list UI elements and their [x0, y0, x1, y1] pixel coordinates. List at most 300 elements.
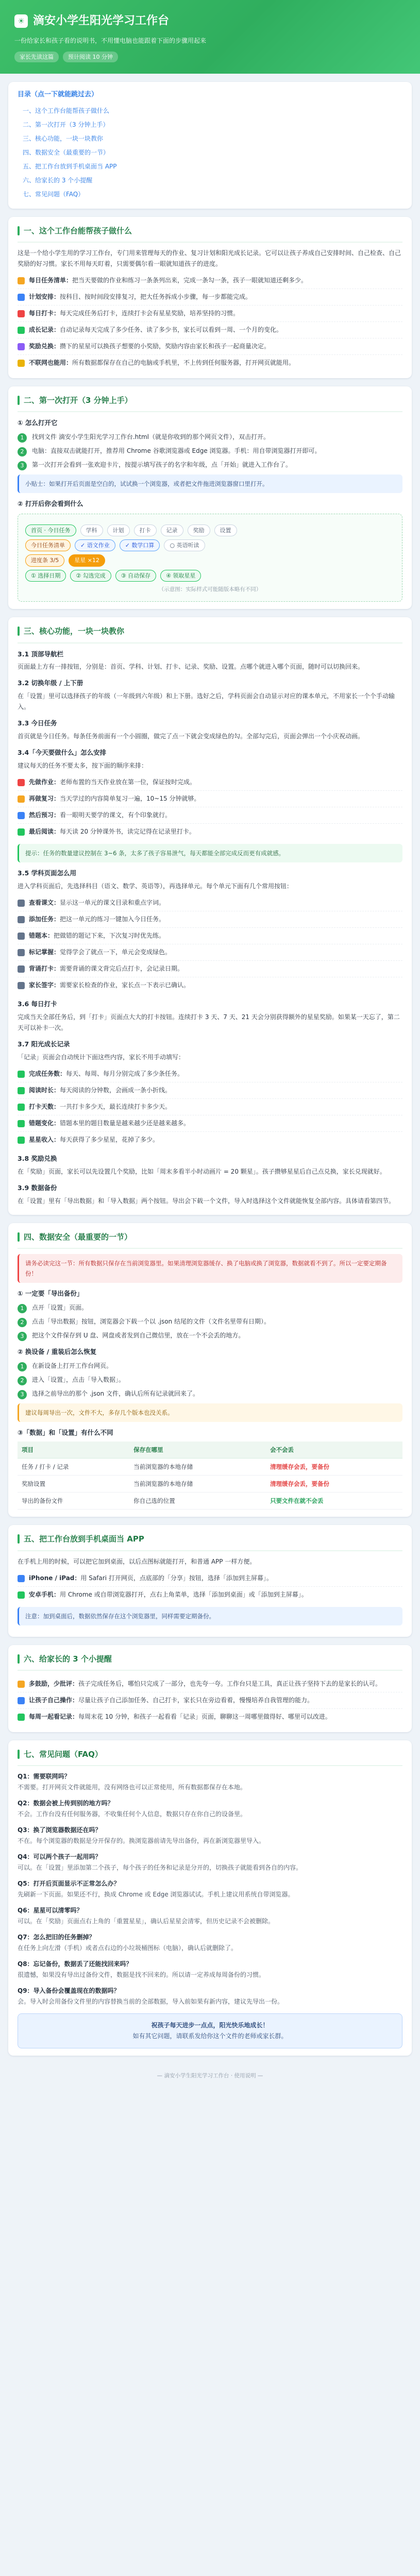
subsection-title: ③「数据」和「设置」有什么不同: [18, 1428, 113, 1436]
tip-note: 注意：加到桌面后，数据依然保存在这个浏览器里，同样需要定期备份。: [18, 1607, 402, 1625]
item-label: iPhone / iPad：: [29, 1574, 81, 1582]
item-desc: 孩子完成任务后，哪怕只完成了一部分，也先夸一夸。工作台只是工具，真正让孩子坚持下去的是家长的认可。: [78, 1680, 382, 1687]
section-title: 五、把工作台放到手机桌面当 APP: [24, 1534, 144, 1544]
step-item: [18, 1361, 402, 1371]
hero-banner: [0, 0, 420, 74]
item-desc: 每天阅读的分钟数，会画成一条小折线。: [60, 1086, 172, 1094]
subject-button-item: [18, 944, 402, 961]
chart-icon: [18, 1714, 25, 1721]
item-text: [29, 1085, 171, 1096]
book-icon: [18, 828, 25, 836]
subsection-title: 3.2 切换年级 / 上下册: [18, 679, 83, 687]
step-item: [18, 1302, 402, 1313]
faq-answer: 可以。在「奖励」页面点右上角的「重置星星」，确认后星星会清零，但历史记录不会被删除。: [18, 1918, 275, 1925]
section-title: 二、第一次打开（3 分钟上手）: [24, 395, 132, 405]
step-text: 进入「设置」，点击「导入数据」。: [32, 1376, 125, 1383]
faq-question: Q8：忘记备份，数据丢了还能找回来吗？: [18, 1960, 132, 1968]
hand-icon: [18, 1697, 25, 1704]
order-desc: 老师布置的当天作业放在第一位，保证按时完成。: [60, 778, 196, 786]
item-desc: 一共打卡多少天，最长连续打卡多少天。: [60, 1103, 172, 1110]
diagram-chip: 打卡: [134, 524, 157, 536]
item-text: [29, 1711, 331, 1722]
subsection-title: ② 打开后你会看到什么: [18, 500, 83, 507]
bullet-icon: [18, 1120, 25, 1127]
record-item: [18, 1066, 402, 1082]
order-list: [18, 774, 402, 840]
step-number: 2: [18, 1376, 27, 1385]
faq-question: Q4：可以两个孩子一起用吗？: [18, 1853, 102, 1861]
feature-item: [18, 289, 402, 306]
hero-tag: 家长先读这篇: [14, 52, 59, 62]
toc-card: [8, 82, 412, 209]
subsection-title: ① 怎么打开它: [18, 419, 58, 427]
feature-text: [29, 325, 282, 335]
faq-item: [18, 1932, 402, 1954]
toc-link[interactable]: 四、数据安全（最重要的一节）: [23, 148, 110, 156]
step-number: 3: [18, 1332, 27, 1341]
device-list: [18, 1570, 402, 1603]
step-number: 1: [18, 1362, 27, 1371]
item-label: 家长签字：: [29, 981, 60, 989]
item-text: [29, 1069, 183, 1079]
tip-note: 建议每周导出一次，文件不大，多存几个版本也没关系。: [18, 1403, 402, 1422]
tip-note: 提示：任务的数量建议控制在 3~6 条，太多了孩子容易泄气，每天都能全部完成反而更有成就感。: [18, 844, 402, 862]
toc-link[interactable]: 二、第一次打开（3 分钟上手）: [23, 121, 109, 128]
diagram-chip: 学科: [80, 524, 103, 536]
item-text: [29, 1679, 381, 1689]
table-cell: 你自己选的位置: [129, 1493, 266, 1510]
bullet-icon: [18, 1087, 25, 1094]
section-accent-bar: [18, 1232, 20, 1242]
feature-desc: 把当天要做的作业和练习一条条列出来，完成一条勾一条，孩子一眼就知道还剩多少。: [72, 276, 308, 284]
faq-answer: 在任务上向左滑（手机）或者点右边的小垃圾桶图标（电脑），确认后就删除了。: [18, 1944, 238, 1952]
order-text: [29, 793, 200, 804]
item-label: 打卡天数：: [29, 1103, 60, 1110]
subsection-title: 3.5 学科页面怎么用: [18, 869, 76, 877]
table-cell: 任务 / 打卡 / 记录: [18, 1458, 129, 1475]
feature-item: [18, 355, 402, 371]
feature-text: [29, 308, 239, 319]
subject-button-item: [18, 911, 402, 928]
bullet-icon: [18, 1137, 25, 1144]
bullet-icon: [18, 900, 25, 907]
item-desc: 用 Chrome 或自带浏览器打开，点右上角菜单，选择「添加到桌面」或「添加到主屏幕」。: [60, 1590, 308, 1598]
subsection-title: 3.8 奖励兑换: [18, 1154, 57, 1162]
item-desc: 需要背诵的课文背完后点打卡，会记录日期。: [60, 965, 184, 972]
item-text: [29, 1573, 273, 1584]
section-header: [18, 624, 402, 643]
step-item: [18, 1316, 402, 1327]
diagram-chip: ✓ 语文作业: [75, 539, 115, 551]
bullet-icon: [18, 916, 25, 923]
parent-tip-item: [18, 1676, 402, 1692]
toc-list: [18, 104, 402, 201]
section-title: 七、常见问题（FAQ）: [24, 1749, 103, 1759]
section-7: [8, 1740, 412, 2056]
table-header: 会不会丢: [266, 1442, 402, 1459]
section-6: [8, 1645, 412, 1732]
diagram-chip: 进度条 3/5: [25, 554, 64, 566]
section-4: [8, 1223, 412, 1517]
table-cell: 当前浏览器的本地存储: [129, 1458, 266, 1475]
feature-desc: 每天完成任务后打卡，连续打卡会有星星奖励，培养坚持的习惯。: [60, 309, 240, 317]
section-header: [18, 1748, 402, 1766]
faq-answer: 不需要。打开网页文件就能用，没有网络也可以正常使用，所有数据都保存在本地。: [18, 1784, 247, 1791]
order-item: [18, 807, 402, 824]
faq-answer: 不在。每个浏览器的数据是分开保存的。换浏览器前请先导出备份，再在新浏览器里导入。: [18, 1837, 265, 1845]
page-title: 滴安小学生阳光学习工作台: [33, 14, 170, 27]
step-number: 3: [18, 461, 27, 470]
closing-sub: 如有其它问题，请联系发给你这个文件的老师或家长群。: [132, 2032, 288, 2040]
section-3: [8, 617, 412, 1214]
diagram-chip: 奖励: [188, 524, 210, 536]
paragraph: 在「设置」里可以选择孩子的年级（一年级到六年级）和上下册。选好之后，学科页面会自动显示对应的课本单元，不用家长一个个手动输入。: [18, 692, 395, 711]
feature-list: [18, 273, 402, 371]
faq-item: [18, 1986, 402, 2007]
item-text: [29, 1101, 171, 1112]
faq-question: Q3：换了浏览器数据还在吗？: [18, 1826, 102, 1834]
section-header: [18, 1230, 402, 1249]
section-1: [8, 217, 412, 378]
step-text: 点开「设置」页面。: [32, 1303, 88, 1311]
feature-item: [18, 273, 402, 289]
item-label: 添加任务：: [29, 916, 60, 923]
hero-title-row: [14, 11, 406, 31]
table-header-row: [18, 1442, 402, 1459]
item-label: 安卓手机：: [29, 1590, 60, 1598]
diagram-chip: 记录: [161, 524, 183, 536]
faq-question: Q2：数据会被上传到别的地方吗？: [18, 1800, 114, 1807]
table-cell: 只要文件在就不会丢: [266, 1493, 402, 1510]
subject-button-item: [18, 895, 402, 911]
item-desc: 用 Safari 打开网页，点底部的「分享」按钮，选择「添加到主屏幕」。: [80, 1574, 273, 1582]
subsection-title: 3.1 顶部导航栏: [18, 650, 63, 658]
feature-text: [29, 292, 251, 302]
step-number: 1: [18, 1304, 27, 1313]
feature-text: [29, 275, 307, 286]
order-item: [18, 791, 402, 807]
review-icon: [18, 795, 25, 803]
table-row: [18, 1458, 402, 1475]
diagram-row: [25, 554, 395, 566]
step-text: 第一次打开会看到一张欢迎卡片，按提示填写孩子的名字和年级，点「开始」就进入工作台了。: [32, 461, 292, 468]
order-item: [18, 774, 402, 791]
feature-label: 每日打卡：: [29, 309, 60, 317]
item-label: 查看课文：: [29, 899, 60, 906]
feature-label: 每日任务清单：: [29, 276, 73, 284]
table-cell: 当前浏览器的本地存储: [129, 1476, 266, 1493]
faq-item: [18, 1905, 402, 1927]
item-desc: 每天获得了多少星星，花掉了多少。: [60, 1136, 159, 1143]
feature-desc: 所有数据都保存在自己的电脑或手机里，不上传到任何服务器，打开网页就能用。: [72, 359, 295, 366]
bullet-icon: [18, 1071, 25, 1078]
order-text: [29, 777, 196, 788]
item-label: 让孩子自己操作：: [29, 1696, 79, 1704]
step-text: 点击「导出数据」按钮，浏览器会下载一个以 .json 结尾的文件（文件名里带有日期）。: [32, 1317, 270, 1325]
hero-tags: [14, 52, 406, 62]
diagram-chip: 设置: [214, 524, 237, 536]
item-desc: 觉得学会了就点一下，单元会变成绿色。: [60, 948, 172, 956]
table-row: [18, 1476, 402, 1493]
item-label: 每周一起看记录：: [29, 1713, 79, 1720]
order-item: [18, 824, 402, 840]
sun-icon: ☀: [14, 14, 28, 28]
bullet-icon: [18, 1104, 25, 1111]
order-label: 先做作业：: [29, 778, 60, 786]
homework-icon: [18, 779, 25, 786]
item-desc: 每周末花 10 分钟，和孩子一起看看「记录」页面，聊聊这一周哪里做得好、哪里可以改进。: [78, 1713, 331, 1720]
layout-diagram: [18, 514, 402, 602]
device-item: [18, 1570, 402, 1587]
paragraph: 建议每天的任务不要太多，按下面的顺序来排：: [18, 762, 148, 769]
apple-icon: [18, 1575, 25, 1582]
item-text: [29, 930, 165, 941]
faq-question: Q5：打开后页面显示不正常怎么办？: [18, 1880, 120, 1888]
step-item: [18, 446, 402, 456]
warning-note: 请务必读完这一节：所有数据只保存在当前浏览器里。如果清理浏览器缓存、换了电脑或换了浏览器，数据就看不到了。所以一定要定期备份！: [18, 1254, 402, 1283]
diagram-chip: ② 勾选完成: [70, 570, 111, 582]
android-icon: [18, 1591, 25, 1599]
item-text: [29, 947, 171, 958]
diagram-row: [25, 570, 395, 582]
section-intro: 这是一个给小学生用的学习工作台，专门用来管理每天的作业、复习计划和阳光成长记录。它可以让孩子养成自己安排时间、自己检查、自己奖励的好习惯。家长不用每天盯着，只需要偶尔看一眼就知道孩子的进度。: [18, 249, 401, 267]
item-label: 多鼓励，少批评：: [29, 1680, 79, 1687]
item-label: 标记掌握：: [29, 948, 60, 956]
item-desc: 尽量让孩子自己添加任务、自己打卡，家长只在旁边看着，慢慢培养自我管理的能力。: [78, 1696, 314, 1704]
item-desc: 把这一单元的练习一键加入今日任务。: [60, 916, 165, 923]
step-item: [18, 432, 402, 443]
bullet-icon: [18, 965, 25, 973]
section-title: 六、给家长的 3 个小提醒: [24, 1654, 112, 1664]
tip-note: 小贴士：如果打开后页面是空白的，试试换一个浏览器，或者把文件拖进浏览器窗口里打开。: [18, 474, 402, 493]
toc-link[interactable]: 七、常见问题（FAQ）: [23, 190, 85, 198]
section-accent-bar: [18, 396, 20, 405]
paragraph: 在手机上用的时候，可以把它加到桌面，以后点图标就能打开，和普通 APP 一样方便。: [18, 1557, 256, 1565]
offline-icon: [18, 360, 25, 367]
step-text: 在新设备上打开工作台网页。: [32, 1362, 113, 1369]
diagram-chip: 首页 · 今日任务: [25, 524, 76, 536]
item-label: 错题本：: [29, 932, 54, 939]
feature-text: [29, 358, 295, 368]
step-text: 电脑：直接双击就能打开，推荐用 Chrome 谷歌浏览器或 Edge 浏览器。手机：用自带浏览器打开即可。: [32, 447, 321, 454]
item-text: [29, 1134, 159, 1145]
paragraph: 完成当天全部任务后，到「打卡」页面点大大的打卡按钮。连续打卡 3 天、7 天、21 天会分别获得额外的星星奖励。如果某一天忘了，第二天可以补卡一次。: [18, 1013, 400, 1031]
feature-desc: 自动记录每天完成了多少任务、读了多少书，家长可以看到一周、一个月的变化。: [60, 326, 283, 333]
subject-button-item: [18, 977, 402, 993]
faq-question: Q7：怎么把旧的任务删掉？: [18, 1934, 95, 1941]
diagram-chip: ✓ 数学口算: [120, 539, 160, 551]
parent-tip-list: [18, 1676, 402, 1725]
page-footer: — 滴安小学生阳光学习工作台 · 使用说明 —: [157, 2073, 263, 2079]
item-text: [29, 914, 165, 925]
diagram-chip: ○ 英语听读: [164, 539, 205, 551]
feature-label: 计划安排：: [29, 293, 60, 300]
toc-link[interactable]: 三、核心功能，一块一块教你: [23, 134, 104, 142]
faq-item: [18, 1771, 402, 1793]
subject-button-item: [18, 961, 402, 977]
order-label: 然后预习：: [29, 811, 60, 819]
step-number: 2: [18, 1318, 27, 1327]
table-row: [18, 1493, 402, 1510]
diagram-chip: ④ 领取星星: [160, 570, 201, 582]
section-header: [18, 224, 402, 243]
step-text: 找到文件 滴安小学生阳光学习工作台.html（就是你收到的那个网页文件），双击打开。: [32, 433, 270, 440]
feature-desc: 攒下的星星可以换孩子想要的小奖励，奖励内容由家长和孩子一起商量决定。: [60, 342, 271, 350]
feature-item: [18, 306, 402, 322]
feature-label: 不联网也能用：: [29, 359, 73, 366]
parent-tip-item: [18, 1692, 402, 1709]
item-text: [29, 963, 183, 974]
item-desc: 把做错的题记下来，下次复习时优先练。: [54, 932, 165, 939]
subsection-title: 3.3 今日任务: [18, 719, 57, 727]
order-desc: 当天学过的内容简单复习一遍，10~15 分钟就够。: [60, 795, 200, 802]
feature-label: 奖励兑换：: [29, 342, 60, 350]
subject-button-list: [18, 895, 402, 993]
step-item: [18, 1388, 402, 1399]
record-list: [18, 1066, 402, 1148]
bullet-icon: [18, 949, 25, 956]
diagram-caption: （示意图：实际样式可能随版本略有不同）: [158, 586, 262, 592]
preview-icon: [18, 812, 25, 819]
section-header: [18, 394, 402, 412]
diagram-chip: ③ 自动保存: [115, 570, 156, 582]
step-number: 3: [18, 1390, 27, 1399]
section-5: [8, 1525, 412, 1636]
order-desc: 看一眼明天要学的课文，有个印象就行。: [60, 811, 172, 819]
closing-message: 祝孩子每天进步一点点，阳光快乐地成长！: [151, 2022, 269, 2029]
faq-answer: 不会。工作台没有任何服务器，不收集任何个人信息，数据只存在你自己的设备里。: [18, 1810, 247, 1818]
item-label: 阅读时长：: [29, 1086, 60, 1094]
bullet-icon: [18, 982, 25, 989]
faq-answer: 会。导入时会用备份文件里的内容替换当前的全部数据，导入前如果有新内容，建议先导出一份。: [18, 1998, 284, 2006]
section-accent-bar: [18, 1654, 20, 1664]
diagram-row: [25, 524, 395, 536]
faq-item: [18, 1798, 402, 1820]
calendar-icon: [18, 294, 25, 301]
diagram-chip: 星星 ×12: [69, 554, 105, 566]
record-item: [18, 1082, 402, 1099]
subsection-title: 3.7 阳光成长记录: [18, 1040, 70, 1048]
section-title: 四、数据安全（最重要的一节）: [24, 1232, 132, 1242]
table-cell: 奖励设置: [18, 1476, 129, 1493]
toc-link[interactable]: 六、给家长的 3 个小提醒: [23, 176, 93, 184]
order-desc: 每天读 20 分钟课外书，读完记得在记录里打卡。: [60, 828, 195, 835]
diagram-row: [25, 539, 395, 551]
paragraph: 在「奖励」页面，家长可以先设置几个奖励，比如「周末多看半小时动画片 = 20 颗星」。孩子攒够星星后自己点兑换，家长兑现就好。: [18, 1167, 386, 1175]
gift-icon: [18, 343, 25, 350]
item-text: [29, 1118, 190, 1129]
order-label: 再做复习：: [29, 795, 60, 802]
table-header: 保存在哪里: [129, 1442, 266, 1459]
target-icon: [18, 310, 25, 317]
feature-item: [18, 338, 402, 355]
section-accent-bar: [18, 226, 20, 235]
subsection-title: 3.6 每日打卡: [18, 1000, 57, 1008]
item-text: [29, 1589, 308, 1600]
faq-answer: 可以。在「设置」里添加第二个孩子，每个孩子的任务和记录是分开的，切换孩子就能看到各自的内容。: [18, 1864, 303, 1872]
paragraph: 页面最上方有一排按钮，分别是：首页、学科、计划、打卡、记录、奖励、设置。点哪个就进入哪个页面，随时可以切换回来。: [18, 663, 364, 671]
diagram-chip: 计划: [107, 524, 130, 536]
subsection-title: 3.4「今天要做什么」怎么安排: [18, 749, 107, 757]
paragraph: 进入学科页面后，先选择科目（语文、数学、英语等），再选择单元。每个单元下面有几个常用按钮：: [18, 883, 293, 890]
section-accent-bar: [18, 1534, 20, 1544]
hero-tag: 预计阅读 10 分钟: [63, 52, 118, 62]
bullet-icon: [18, 933, 25, 940]
checklist-icon: [18, 277, 25, 284]
toc-link[interactable]: 五、把工作台放到手机桌面当 APP: [23, 162, 117, 170]
section-title: 一、这个工作台能帮孩子做什么: [24, 226, 132, 235]
faq-question: Q1：需要联网吗？: [18, 1773, 71, 1781]
section-header: [18, 1652, 402, 1671]
faq-answer: 很遗憾，如果没有导出过备份文件，数据是找不回来的。所以请一定养成每周备份的习惯。: [18, 1971, 265, 1979]
feature-text: [29, 341, 270, 352]
section-accent-bar: [18, 626, 20, 636]
faq-item: [18, 1825, 402, 1846]
item-text: [29, 1695, 313, 1706]
step-item: [18, 1330, 402, 1341]
item-desc: 每天、每周、每月分别完成了多少条任务。: [66, 1070, 184, 1077]
record-item: [18, 1132, 402, 1148]
item-desc: 错题本里的题目数量是越来越少还是越来越多。: [60, 1119, 190, 1127]
faq-item: [18, 1959, 402, 1980]
faq-item: [18, 1852, 402, 1873]
step-item: [18, 1375, 402, 1385]
step-number: 1: [18, 433, 27, 443]
subject-button-item: [18, 928, 402, 944]
table-header: 项目: [18, 1442, 129, 1459]
item-label: 错题变化：: [29, 1119, 60, 1127]
feature-desc: 按科目、按时间段安排复习，把大任务拆成小步骤，每一步都能完成。: [60, 293, 252, 300]
feature-label: 成长记录：: [29, 326, 60, 333]
heart-icon: [18, 1681, 25, 1688]
section-title: 三、核心功能，一块一块教你: [24, 626, 125, 636]
diagram-chip: ① 选择日期: [25, 570, 66, 582]
section-accent-bar: [18, 1750, 20, 1759]
faq-answer: 先刷新一下页面。如果还不行，换成 Chrome 或 Edge 浏览器试试。手机上建议用系统自带浏览器。: [18, 1891, 294, 1899]
chart-icon: [18, 327, 25, 334]
paragraph: 在「设置」里有「导出数据」和「导入数据」两个按钮。导出会下载一个文件，导入时选择这个文件就能恢复全部内容。具体请看第四节。: [18, 1197, 395, 1205]
subsection-title: ① 一定要「导出备份」: [18, 1290, 83, 1297]
item-text: [29, 897, 165, 908]
step-text: 把这个文件保存到 U 盘、网盘或者发到自己微信里，放在一个不会丢的地方。: [32, 1331, 245, 1339]
step-text: 选择之前导出的那个 .json 文件，确认后所有记录就回来了。: [32, 1389, 199, 1397]
content: [0, 74, 420, 2081]
toc-title: 目录（点一下就能跳过去）: [18, 90, 98, 98]
toc-link[interactable]: 一、这个工作台能帮孩子做什么: [23, 107, 110, 114]
diagram-chip: 今日任务清单: [25, 539, 71, 551]
table-cell: 清理缓存会丢，要备份: [266, 1476, 402, 1493]
order-label: 最后阅读：: [29, 828, 60, 835]
table-cell: 清理缓存会丢，要备份: [266, 1458, 402, 1475]
item-desc: 需要家长检查的作业，家长点一下表示已确认。: [60, 981, 190, 989]
order-text: [29, 810, 171, 821]
faq-question: Q9：导入备份会覆盖现在的数据吗？: [18, 1987, 120, 1995]
faq-question: Q6：星星可以清零吗？: [18, 1907, 83, 1914]
order-text: [29, 826, 195, 837]
item-label: 完成任务数：: [29, 1070, 66, 1077]
feature-item: [18, 322, 402, 338]
storage-table: [18, 1442, 402, 1510]
paragraph: 「记录」页面会自动统计下面这些内容，家长不用手动填写：: [18, 1053, 185, 1061]
hero-subtitle: 一份给家长和孩子看的说明书，不用懂电脑也能跟着下面的步骤用起来: [14, 37, 207, 44]
subsection-title: ② 换设备 / 重装后怎么恢复: [18, 1347, 97, 1355]
step-item: [18, 460, 402, 470]
faq-item: [18, 1878, 402, 1900]
device-item: [18, 1587, 402, 1603]
item-text: [29, 980, 190, 991]
parent-tip-item: [18, 1709, 402, 1725]
record-item: [18, 1115, 402, 1132]
